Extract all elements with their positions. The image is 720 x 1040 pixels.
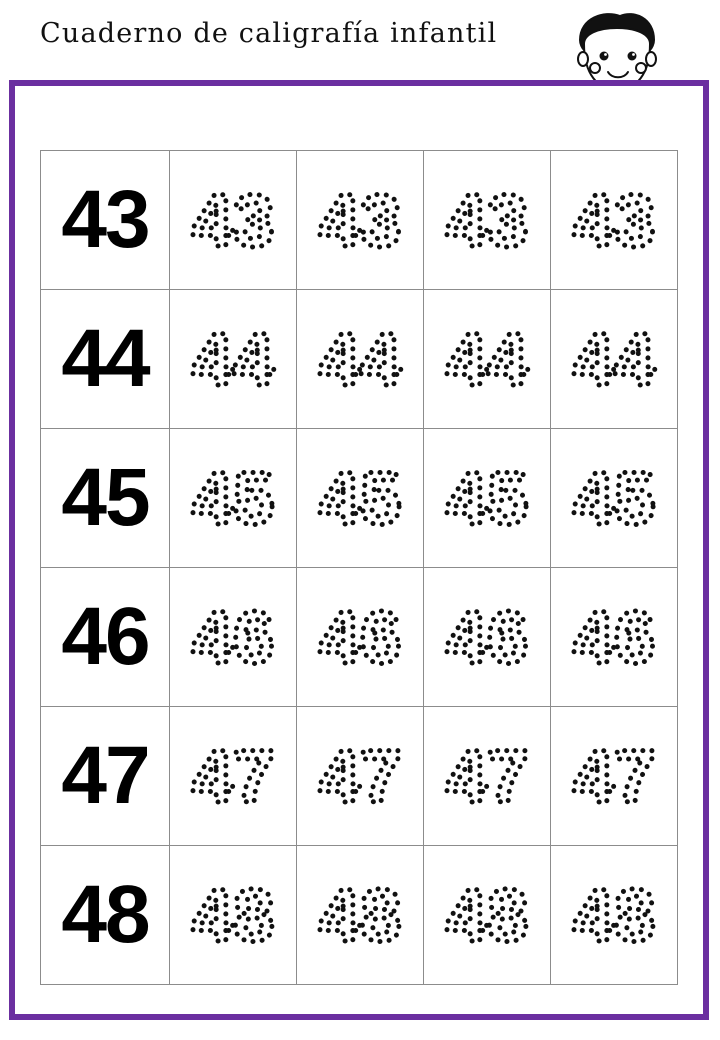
model-number: 47 <box>61 730 149 821</box>
trace-cell[interactable] <box>551 151 678 290</box>
dotted-number-45 <box>432 448 542 548</box>
dotted-number-44 <box>305 309 415 409</box>
dotted-number-43 <box>559 170 669 270</box>
svg-text:43: 43 <box>191 179 275 262</box>
dotted-number-48 <box>305 865 415 965</box>
dotted-number-43 <box>432 170 542 270</box>
svg-text:46: 46 <box>445 596 529 679</box>
dotted-number-45 <box>559 448 669 548</box>
svg-text:48: 48 <box>572 874 656 957</box>
trace-cell[interactable] <box>424 568 551 707</box>
svg-text:47: 47 <box>318 735 402 818</box>
svg-text:44: 44 <box>191 318 275 401</box>
trace-cell[interactable] <box>551 290 678 429</box>
trace-cell[interactable] <box>297 290 424 429</box>
dotted-number-45 <box>305 448 415 548</box>
tracing-worksheet-table <box>40 150 678 985</box>
table-row <box>41 568 678 707</box>
dotted-number-44 <box>559 309 669 409</box>
trace-cell[interactable] <box>170 429 297 568</box>
svg-text:44: 44 <box>445 318 529 401</box>
trace-cell[interactable] <box>551 846 678 985</box>
model-number: 45 <box>61 452 149 543</box>
table-row <box>41 429 678 568</box>
trace-cell[interactable] <box>424 846 551 985</box>
dotted-number-48 <box>178 865 288 965</box>
svg-text:46: 46 <box>572 596 656 679</box>
dotted-number-44 <box>178 309 288 409</box>
dotted-number-47 <box>178 726 288 826</box>
dotted-number-48 <box>432 865 542 965</box>
svg-text:47: 47 <box>191 735 275 818</box>
trace-cell[interactable] <box>424 151 551 290</box>
model-number-cell <box>41 429 170 568</box>
trace-cell[interactable] <box>551 707 678 846</box>
svg-text:48: 48 <box>445 874 529 957</box>
model-number: 46 <box>61 591 149 682</box>
trace-cell[interactable] <box>170 568 297 707</box>
trace-cell[interactable] <box>297 568 424 707</box>
trace-cell[interactable] <box>297 846 424 985</box>
dotted-number-46 <box>432 587 542 687</box>
dotted-number-44 <box>432 309 542 409</box>
model-number: 43 <box>61 174 149 265</box>
svg-text:45: 45 <box>191 457 275 540</box>
dotted-number-46 <box>305 587 415 687</box>
trace-cell[interactable] <box>170 290 297 429</box>
dotted-number-48 <box>559 865 669 965</box>
model-number-cell <box>41 846 170 985</box>
svg-text:47: 47 <box>572 735 656 818</box>
svg-text:48: 48 <box>191 874 275 957</box>
trace-cell[interactable] <box>424 290 551 429</box>
model-number: 44 <box>61 313 149 404</box>
trace-cell[interactable] <box>297 707 424 846</box>
table-row <box>41 846 678 985</box>
model-number-cell <box>41 568 170 707</box>
svg-text:43: 43 <box>318 179 402 262</box>
svg-text:46: 46 <box>318 596 402 679</box>
table-row <box>41 707 678 846</box>
trace-cell[interactable] <box>170 707 297 846</box>
svg-text:43: 43 <box>445 179 529 262</box>
page-title: Cuaderno de caligrafía infantil <box>40 18 498 49</box>
trace-cell[interactable] <box>551 568 678 707</box>
svg-text:47: 47 <box>445 735 529 818</box>
svg-text:45: 45 <box>445 457 529 540</box>
dotted-number-45 <box>178 448 288 548</box>
svg-text:44: 44 <box>572 318 656 401</box>
trace-cell[interactable] <box>297 429 424 568</box>
model-number-cell <box>41 290 170 429</box>
table-row <box>41 290 678 429</box>
worksheet-body <box>41 151 678 985</box>
dotted-number-47 <box>559 726 669 826</box>
dotted-number-43 <box>178 170 288 270</box>
model-number-cell <box>41 707 170 846</box>
trace-cell[interactable] <box>424 429 551 568</box>
trace-cell[interactable] <box>297 151 424 290</box>
dotted-number-47 <box>305 726 415 826</box>
svg-text:48: 48 <box>318 874 402 957</box>
trace-cell[interactable] <box>170 151 297 290</box>
dotted-number-46 <box>178 587 288 687</box>
trace-cell[interactable] <box>551 429 678 568</box>
svg-text:45: 45 <box>318 457 402 540</box>
svg-text:43: 43 <box>572 179 656 262</box>
svg-text:44: 44 <box>318 318 402 401</box>
model-number: 48 <box>61 869 149 960</box>
trace-cell[interactable] <box>424 707 551 846</box>
dotted-number-47 <box>432 726 542 826</box>
page-header <box>0 0 720 82</box>
trace-cell[interactable] <box>170 846 297 985</box>
model-number-cell <box>41 151 170 290</box>
dotted-number-46 <box>559 587 669 687</box>
svg-text:45: 45 <box>572 457 656 540</box>
svg-text:46: 46 <box>191 596 275 679</box>
dotted-number-43 <box>305 170 415 270</box>
table-row <box>41 151 678 290</box>
